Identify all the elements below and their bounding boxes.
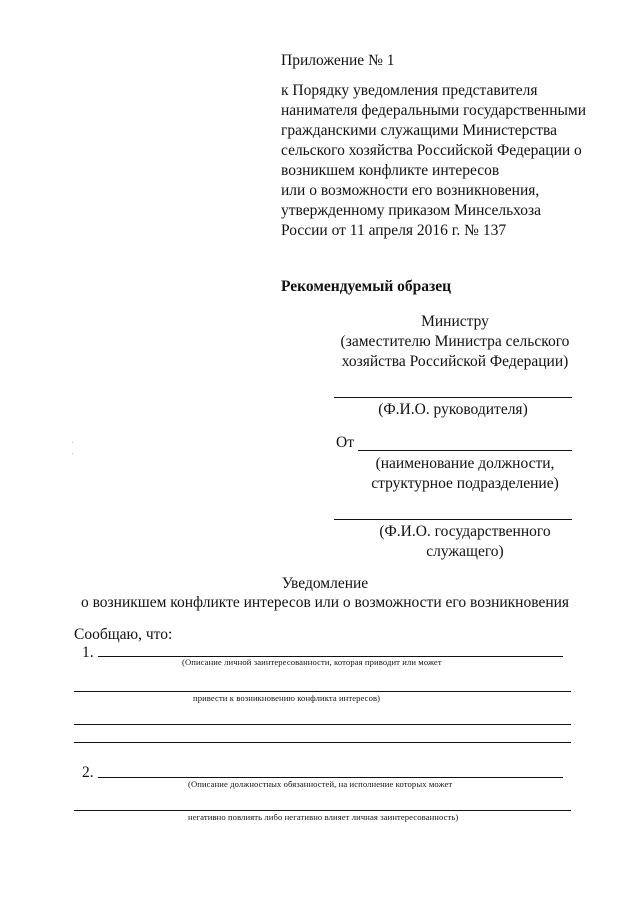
- head-name-line: [334, 397, 572, 398]
- employee-name-line: [334, 519, 572, 520]
- item-1-line-3: [74, 724, 571, 725]
- item-number: 1.: [82, 644, 94, 661]
- notice-subtitle: о возникшем конфликте интересов или о возможности его возникновения: [80, 594, 570, 611]
- scan-speck: [72, 453, 73, 454]
- appendix-line: к Порядку уведомления представителя: [281, 82, 538, 99]
- report-intro: Сообщаю, что:: [74, 626, 173, 643]
- appendix-line: возникшем конфликте интересов: [281, 162, 500, 179]
- head-name-caption: (Ф.И.О. руководителя): [378, 401, 528, 418]
- notice-title: Уведомление: [281, 575, 369, 592]
- appendix-line: утвержденному приказом Минсельхоза: [281, 202, 542, 219]
- employee-name-caption: служащего): [426, 543, 504, 560]
- item-2-line-2: [74, 810, 571, 811]
- item-2-caption: негативно повлиять либо негативно влияет личная заинтересованность): [188, 812, 459, 822]
- appendix-line: гражданскими служащими Министерства: [281, 122, 557, 139]
- item-number: 2.: [82, 764, 94, 781]
- item-1-caption: (Описание личной заинтересованности, которая приводит или может: [182, 657, 442, 667]
- appendix-line: сельского хозяйства Российской Федерации о: [281, 142, 582, 159]
- addressee-line: (заместителю Министра сельского: [340, 333, 570, 350]
- employee-name-caption: (Ф.И.О. государственного: [379, 523, 551, 540]
- appendix-title: Приложение № 1: [281, 52, 395, 69]
- addressee-line: Министру: [421, 313, 489, 330]
- appendix-line: или о возможности его возникновения,: [281, 182, 540, 199]
- item-1-line-2: [74, 691, 571, 692]
- position-caption: структурное подразделение): [371, 475, 559, 492]
- item-1-line-4: [74, 742, 571, 743]
- from-label: От: [336, 434, 354, 451]
- position-caption: (наименование должности,: [375, 455, 555, 472]
- appendix-line: России от 11 апреля 2016 г. № 137: [281, 222, 507, 239]
- appendix-line: нанимателя федеральными государственными: [281, 102, 587, 119]
- employee-position-line: [358, 450, 572, 451]
- item-1-caption: привести к возникновению конфликта интересов): [193, 693, 381, 703]
- item-2-line-1: [98, 777, 563, 778]
- scan-speck: [72, 442, 73, 443]
- sample-label: Рекомендуемый образец: [281, 278, 452, 295]
- item-2-caption: (Описание должностных обязанностей, на исполнение которых может: [188, 779, 453, 789]
- addressee-line: хозяйства Российской Федерации): [341, 353, 569, 370]
